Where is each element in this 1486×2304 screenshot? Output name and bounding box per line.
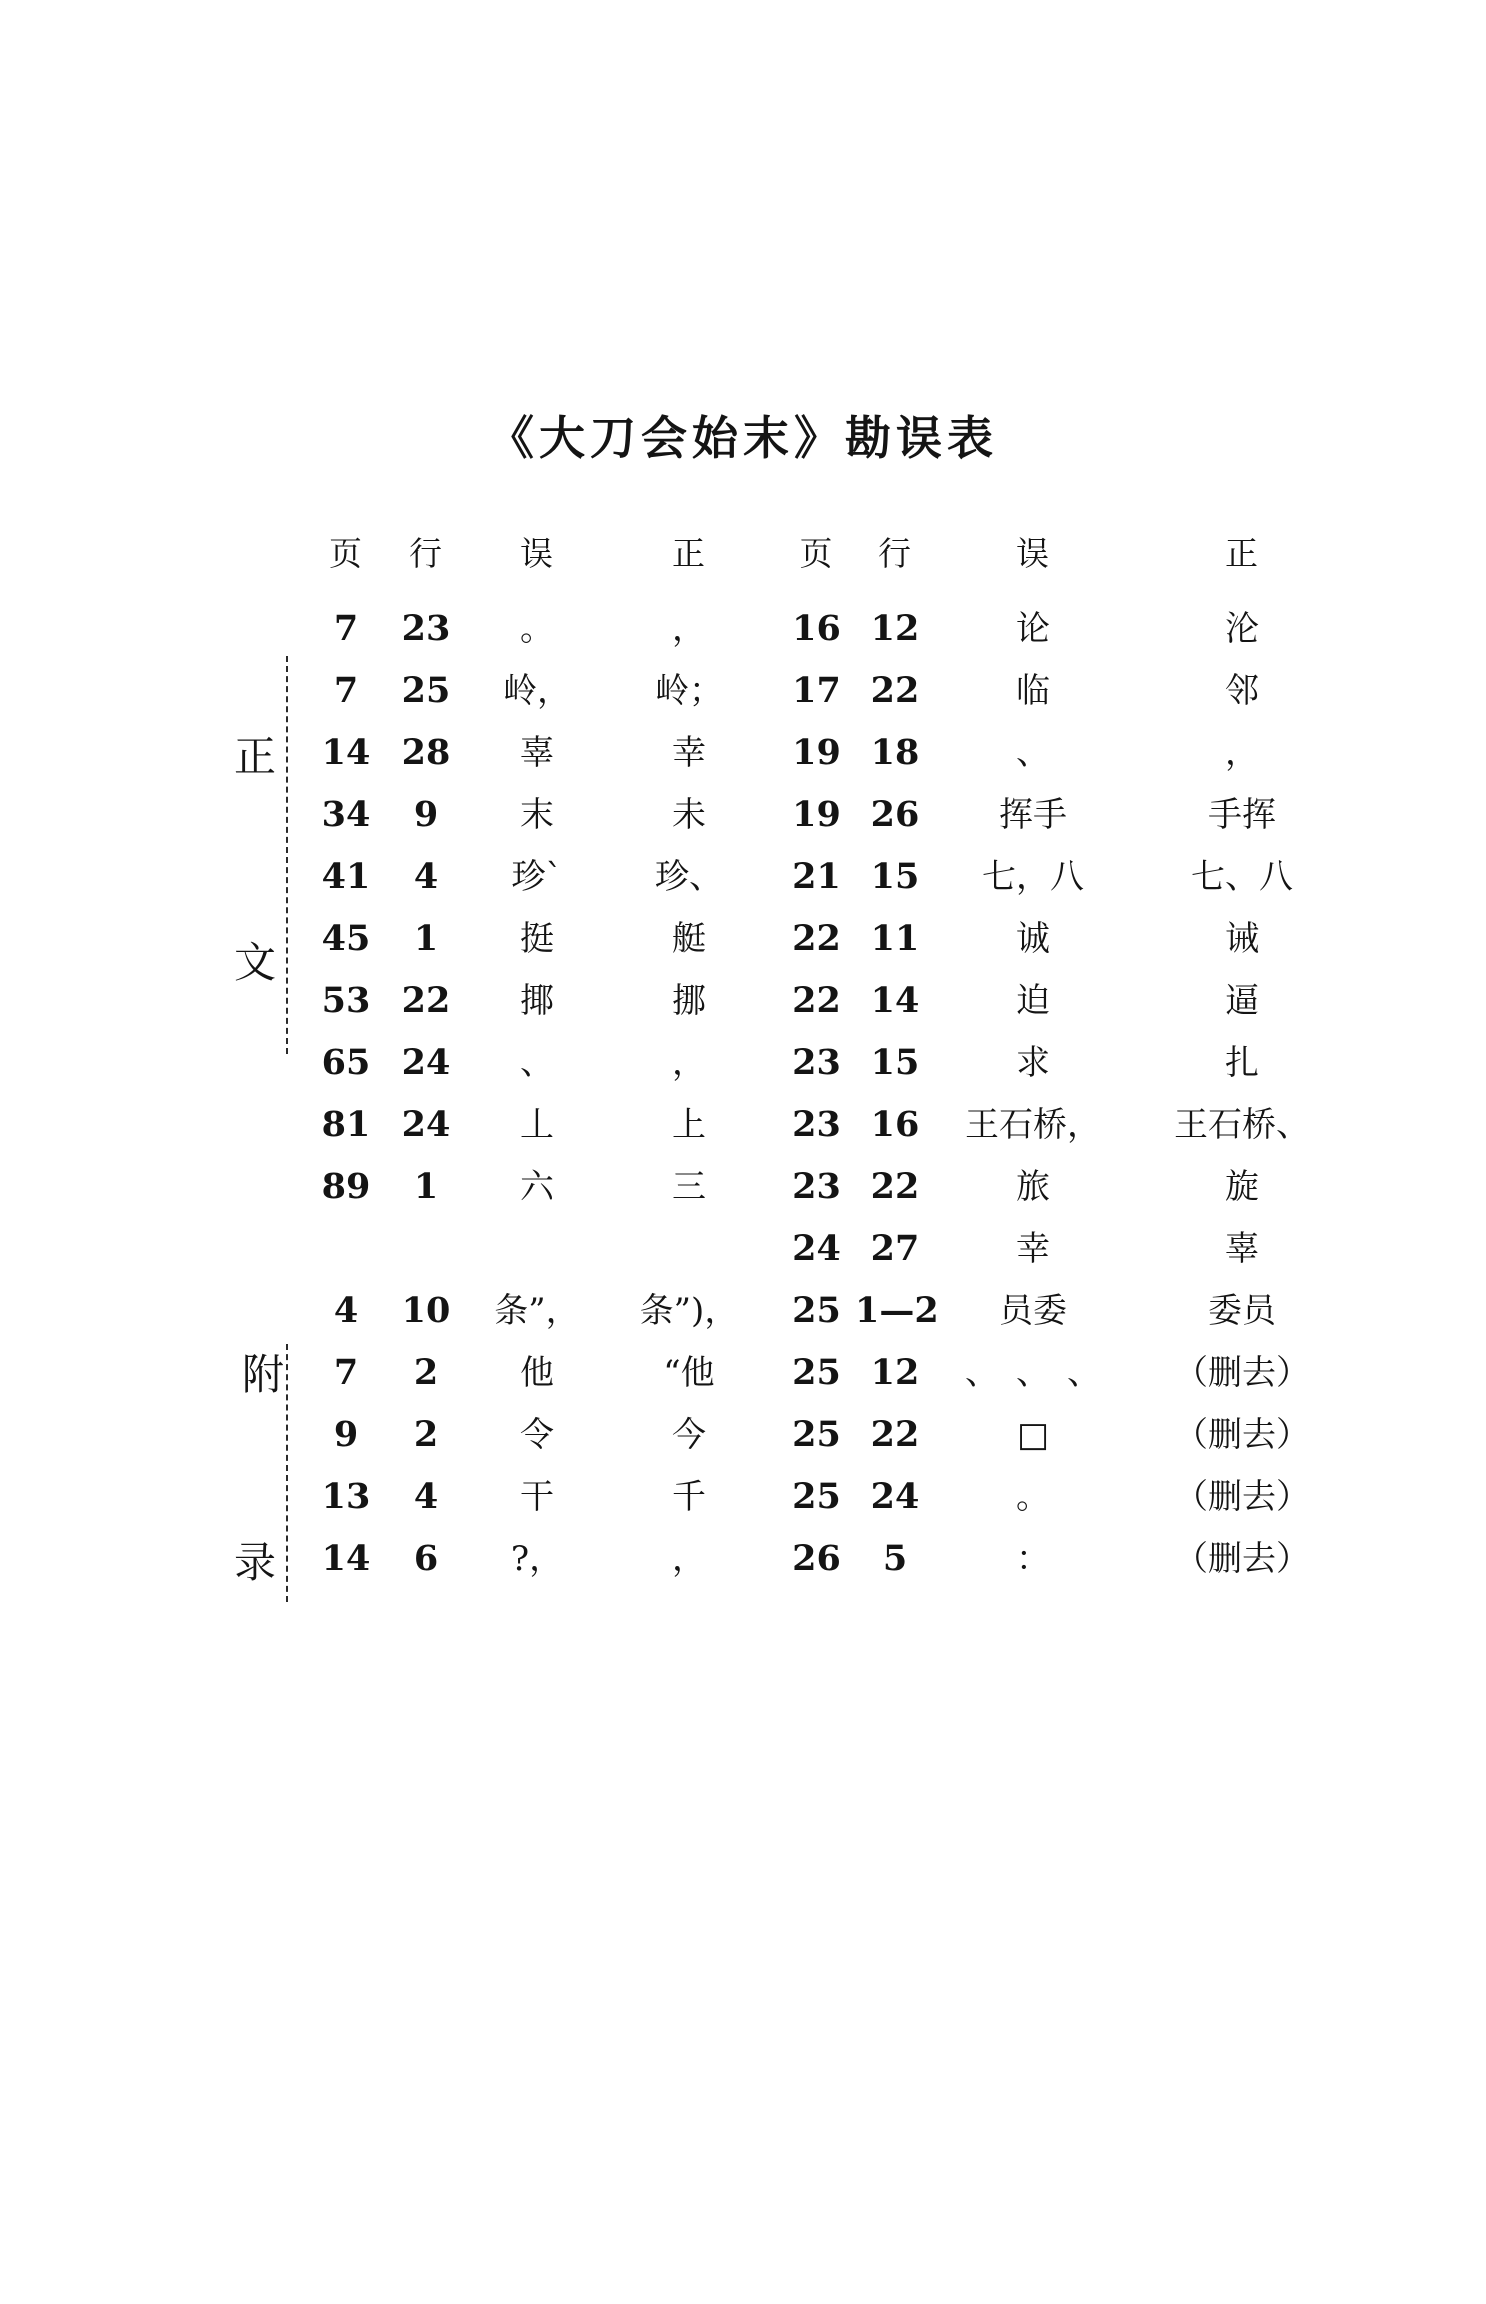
cell-correct: 邻 [1225, 671, 1259, 711]
cell-correct: 未 [672, 795, 706, 835]
cell-correct: ， [1225, 733, 1259, 773]
cell-correct: （删去） [1174, 1539, 1310, 1579]
col-header-page: 页 [329, 533, 363, 573]
cell-wrong: 、 [1016, 733, 1050, 773]
errata-title: 《大刀会始末》勘误表 [488, 411, 998, 465]
cell-correct: 委员 [1208, 1291, 1276, 1331]
cell-correct: 辜 [1225, 1229, 1259, 1269]
errata-row [306, 1032, 770, 1094]
cell-page: 25 [792, 1290, 841, 1331]
errata-row [306, 908, 770, 970]
cell-wrong: 。 [520, 609, 554, 649]
cell-correct: 逼 [1225, 981, 1259, 1021]
cell-correct: 千 [672, 1477, 706, 1517]
col-header-line: 行 [409, 533, 443, 573]
cell-correct: 三 [672, 1167, 706, 1207]
cell-line: 12 [870, 1352, 920, 1393]
errata-table-left [306, 524, 770, 1590]
cell-line: 15 [870, 1042, 920, 1083]
cell-page: 25 [792, 1352, 841, 1393]
appendix-bracket-line [286, 1344, 288, 1602]
cell-wrong: 末 [520, 795, 554, 835]
cell-correct: 珍、 [655, 857, 723, 897]
cell-page: 13 [321, 1476, 371, 1517]
cell-page: 23 [792, 1104, 841, 1145]
errata-row [306, 660, 770, 722]
cell-page: 23 [792, 1042, 841, 1083]
cell-page: 14 [321, 1538, 371, 1579]
cell-page: 7 [333, 608, 359, 649]
cell-line: 22 [870, 1166, 920, 1207]
cell-line: 11 [870, 918, 920, 959]
cell-correct: ， [672, 1539, 706, 1579]
cell-line: 1 [413, 1166, 439, 1207]
cell-line: 5 [882, 1538, 908, 1579]
cell-line: 18 [870, 732, 920, 773]
cell-correct: 今 [672, 1415, 706, 1455]
cell-wrong: 王石桥， [965, 1105, 1101, 1145]
errata-row [306, 722, 770, 784]
errata-row [778, 784, 1353, 846]
cell-correct: 挪 [672, 981, 706, 1021]
cell-correct: ， [672, 609, 706, 649]
errata-row [778, 1280, 1353, 1342]
cell-correct: 旋 [1225, 1167, 1259, 1207]
cell-wrong: 挺 [520, 919, 554, 959]
col-header-correct: 正 [672, 533, 706, 573]
cell-page: 22 [792, 918, 841, 959]
cell-correct: 诫 [1225, 919, 1259, 959]
errata-rows-right [778, 598, 1353, 1590]
section-label-appendix-char2: 录 [234, 1538, 277, 1587]
cell-correct: 七、八 [1191, 857, 1293, 897]
errata-row [778, 1032, 1353, 1094]
cell-line: 16 [870, 1104, 920, 1145]
cell-correct: 手挥 [1208, 795, 1276, 835]
section-label-main-text-char1: 正 [234, 732, 277, 781]
errata-row [306, 846, 770, 908]
cell-wrong: 丄 [520, 1105, 554, 1145]
cell-line: 25 [401, 670, 451, 711]
cell-line: 4 [413, 1476, 439, 1517]
cell-wrong: 论 [1016, 609, 1050, 649]
cell-line: 24 [870, 1476, 920, 1517]
cell-correct: “他 [663, 1353, 715, 1393]
cell-wrong: 幸 [1016, 1229, 1050, 1269]
cell-wrong: 临 [1016, 671, 1050, 711]
errata-row [778, 598, 1353, 660]
cell-correct: ， [672, 1043, 706, 1083]
cell-correct: 王石桥、 [1174, 1105, 1310, 1145]
cell-page: 22 [792, 980, 841, 1021]
errata-row [306, 1156, 770, 1218]
errata-row [306, 1466, 770, 1528]
errata-rows-left [306, 598, 770, 1590]
cell-line: 15 [870, 856, 920, 897]
errata-table-right [778, 524, 1353, 1590]
errata-row [306, 1218, 770, 1280]
errata-row [306, 970, 770, 1032]
cell-line: 10 [401, 1290, 451, 1331]
cell-line: 23 [401, 608, 451, 649]
cell-correct: （删去） [1174, 1477, 1310, 1517]
cell-line: 2 [413, 1414, 439, 1455]
errata-row [306, 1280, 770, 1342]
cell-page: 17 [792, 670, 841, 711]
cell-page: 81 [321, 1104, 371, 1145]
errata-row [306, 1404, 770, 1466]
cell-page: 21 [792, 856, 841, 897]
cell-correct: （删去） [1174, 1415, 1310, 1455]
cell-line: 6 [413, 1538, 439, 1579]
errata-row [778, 1342, 1353, 1404]
cell-wrong: 。 [1016, 1477, 1050, 1517]
cell-line: 1 [413, 918, 439, 959]
cell-correct: 岭； [655, 671, 723, 711]
cell-wrong: 干 [520, 1477, 554, 1517]
errata-row [778, 1466, 1353, 1528]
cell-wrong: 旅 [1016, 1167, 1050, 1207]
cell-wrong: 六 [520, 1167, 554, 1207]
cell-wrong: 挥手 [999, 795, 1067, 835]
col-header-correct: 正 [1225, 533, 1259, 573]
header-row-right [778, 524, 1353, 578]
cell-wrong: 珍` [511, 857, 563, 897]
cell-wrong: 、 [520, 1043, 554, 1083]
cell-page: 23 [792, 1166, 841, 1207]
cell-wrong: 七，八 [982, 857, 1084, 897]
cell-wrong: 、 、 、 [965, 1353, 1101, 1393]
cell-page: 53 [321, 980, 371, 1021]
cell-correct: 条”)， [639, 1291, 739, 1331]
errata-row [778, 722, 1353, 784]
cell-page: 4 [333, 1290, 359, 1331]
cell-page: 24 [792, 1228, 841, 1269]
cell-page: 7 [333, 670, 359, 711]
cell-page: 89 [321, 1166, 371, 1207]
cell-wrong: 令 [520, 1415, 554, 1455]
header-row-left [306, 524, 770, 578]
errata-row [306, 784, 770, 846]
errata-row [778, 1156, 1353, 1218]
cell-page: 34 [321, 794, 371, 835]
cell-correct: 幸 [672, 733, 706, 773]
cell-correct: 扎 [1225, 1043, 1259, 1083]
cell-line: 22 [401, 980, 451, 1021]
cell-wrong: □ [1016, 1415, 1050, 1455]
cell-page: 41 [321, 856, 371, 897]
cell-line: 24 [401, 1042, 451, 1083]
cell-page: 45 [321, 918, 371, 959]
errata-row [778, 660, 1353, 722]
col-header-wrong: 误 [1016, 533, 1050, 573]
cell-page: 19 [792, 794, 841, 835]
cell-line: 2 [413, 1352, 439, 1393]
cell-wrong: 他 [520, 1353, 554, 1393]
cell-wrong: 条”， [494, 1291, 580, 1331]
cell-wrong: ： [1016, 1539, 1050, 1579]
cell-line: 24 [401, 1104, 451, 1145]
cell-wrong: 岭， [503, 671, 571, 711]
errata-row [306, 1342, 770, 1404]
cell-wrong: 辜 [520, 733, 554, 773]
cell-line: 14 [870, 980, 920, 1021]
errata-row [306, 1528, 770, 1590]
cell-wrong: 求 [1016, 1043, 1050, 1083]
cell-line: 12 [870, 608, 920, 649]
errata-row [306, 598, 770, 660]
cell-line: 22 [870, 1414, 920, 1455]
errata-row [778, 1218, 1353, 1280]
cell-line: 9 [413, 794, 439, 835]
col-header-wrong: 误 [520, 533, 554, 573]
cell-page: 14 [321, 732, 371, 773]
col-header-line: 行 [878, 533, 912, 573]
cell-page: 16 [792, 608, 841, 649]
section-label-appendix-char1: 附 [242, 1350, 285, 1399]
errata-row [778, 908, 1353, 970]
cell-line: 22 [870, 670, 920, 711]
cell-correct: 艇 [672, 919, 706, 959]
errata-row [778, 846, 1353, 908]
cell-wrong: 员委 [999, 1291, 1067, 1331]
errata-row [306, 1094, 770, 1156]
cell-correct: 上 [672, 1105, 706, 1145]
cell-correct: （删去） [1174, 1353, 1310, 1393]
errata-row [778, 1528, 1353, 1590]
errata-row [778, 1404, 1353, 1466]
cell-line: 26 [870, 794, 920, 835]
cell-page: 26 [792, 1538, 841, 1579]
col-header-page: 页 [799, 533, 834, 573]
cell-line: 4 [413, 856, 439, 897]
cell-correct: 沦 [1225, 609, 1259, 649]
cell-page: 9 [333, 1414, 359, 1455]
cell-line: 28 [401, 732, 451, 773]
cell-wrong: 迫 [1016, 981, 1050, 1021]
cell-line: 27 [870, 1228, 920, 1269]
cell-page: 25 [792, 1414, 841, 1455]
errata-row [778, 970, 1353, 1032]
errata-row [778, 1094, 1353, 1156]
cell-wrong: 揶 [520, 981, 554, 1021]
cell-page: 25 [792, 1476, 841, 1517]
cell-wrong: 诚 [1016, 919, 1050, 959]
main-text-bracket-line [286, 656, 288, 1054]
cell-line: 1—2 [855, 1290, 939, 1331]
cell-page: 19 [792, 732, 841, 773]
section-label-main-text-char2: 文 [234, 938, 277, 987]
cell-page: 65 [321, 1042, 371, 1083]
cell-wrong: ?， [510, 1539, 564, 1579]
cell-page: 7 [333, 1352, 359, 1393]
